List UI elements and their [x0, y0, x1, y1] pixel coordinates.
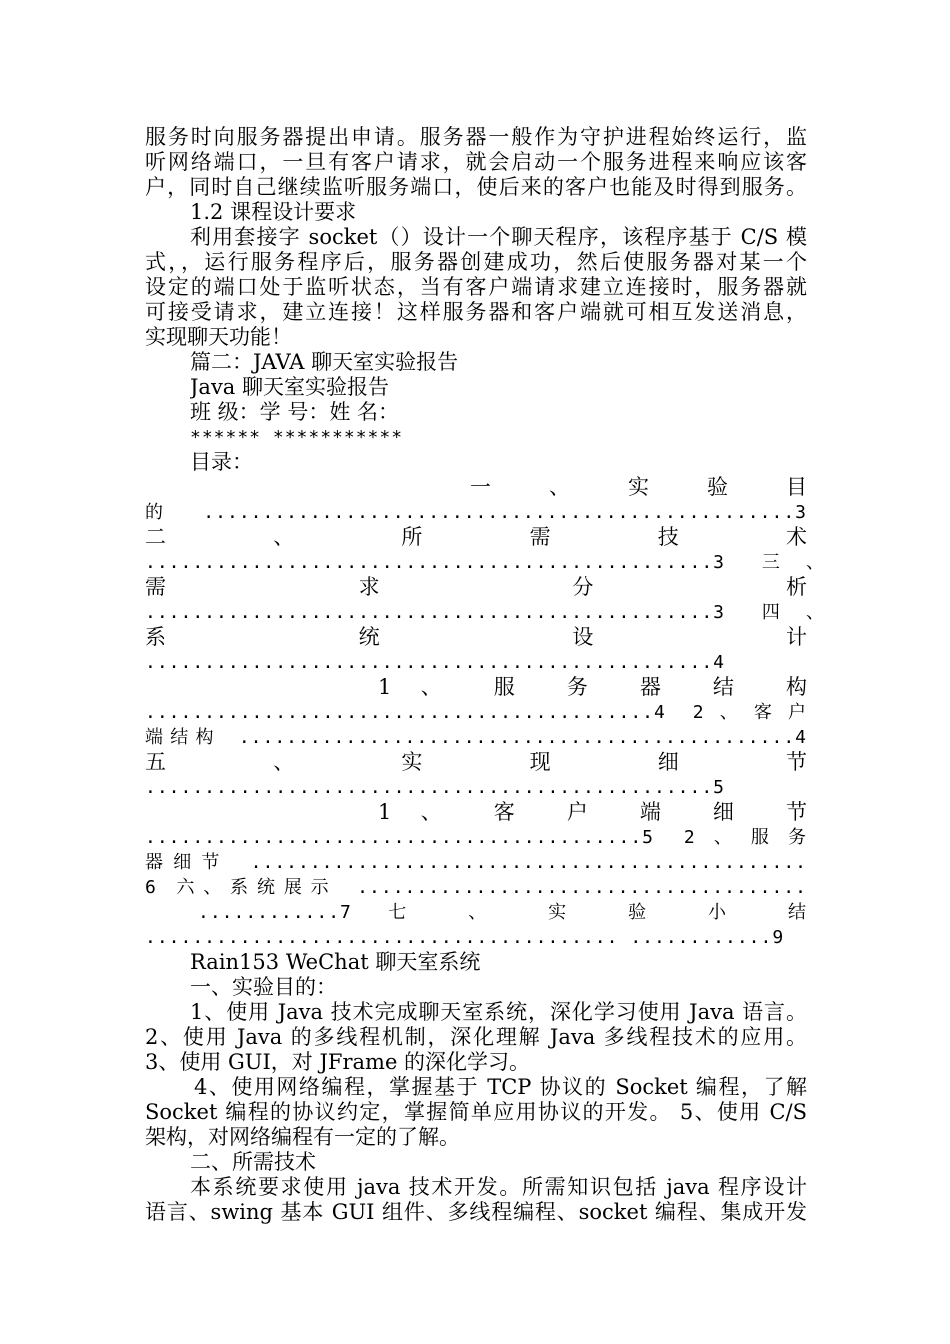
- paragraph-line: 1、使用 Java 技术完成聊天室系统，深化学习使用 Java 语言。: [190, 1000, 807, 1024]
- paragraph-line: 语言、swing 基本 GUI 组件、多线程编程、socket 编程、集成开发: [145, 1200, 807, 1224]
- paragraph-line: Socket 编程的协议约定，掌握简单应用协议的开发。 5、使用 C/S: [145, 1100, 807, 1124]
- toc-leader: ..........................................5 2、服务: [145, 827, 807, 848]
- toc-leader: ........................................ ............9: [145, 927, 785, 948]
- toc-heading: 目录：: [190, 450, 253, 474]
- paragraph-line: 4、使用网络编程，掌握基于 TCP 协议的 Socket 编程，了解: [194, 1075, 807, 1099]
- toc-leader: ................................................3 三、: [145, 552, 825, 573]
- toc-entry: 一 、 实 验 目: [470, 475, 807, 499]
- toc-entry: 需 求 分 析: [145, 575, 807, 599]
- paragraph-line: 本系统要求使用 java 技术开发。所需知识包括 java 程序设计: [190, 1175, 807, 1199]
- section-heading: 二、所需技术: [190, 1150, 316, 1174]
- paragraph-line: 设定的端口处于监听状态，当有客户端请求建立连接时，服务器就: [145, 275, 807, 299]
- paragraph-line: 实现聊天功能！: [145, 325, 292, 349]
- report-title: Java 聊天室实验报告: [190, 375, 389, 399]
- toc-leader: 的 ..................................................3: [145, 502, 807, 523]
- toc-entry: 1 、 服 务 器 结 构: [378, 675, 807, 699]
- student-info-labels: 班 级：学 号：姓 名：: [190, 400, 400, 424]
- toc-entry: 端结构 ...............................................4: [145, 727, 807, 748]
- toc-entry: 器细节 ...............................................: [145, 852, 807, 873]
- toc-entry: 6 六、系统展示 ......................................: [145, 877, 807, 898]
- paragraph-line: 听网络端口，一旦有客户请求，就会启动一个服务进程来响应该客: [145, 150, 807, 174]
- toc-leader: ................................................4: [145, 652, 726, 673]
- toc-entry: 五 、 实 现 细 节: [145, 750, 807, 774]
- toc-leader: ................................................5: [145, 777, 726, 798]
- paragraph-line: 3、使用 GUI，对 JFrame 的深化学习。: [145, 1050, 531, 1074]
- masked-info: ****** ***********: [190, 427, 404, 448]
- system-title: Rain153 WeChat 聊天室系统: [190, 950, 481, 974]
- toc-leader: ................................................3 四、: [145, 602, 825, 623]
- paragraph-line: 式，，运行服务程序后，服务器创建成功，然后使服务器对某一个: [145, 250, 807, 274]
- paragraph-line: 利用套接字 socket（）设计一个聊天程序，该程序基于 C/S 模: [190, 225, 807, 249]
- section-heading: 一、实验目的：: [190, 975, 337, 999]
- section-heading: 1.2 课程设计要求: [190, 200, 357, 224]
- paragraph-line: 服务时向服务器提出申请。服务器一般作为守护进程始终运行，监: [145, 125, 807, 149]
- paragraph-line: 2、使用 Java 的多线程机制，深化理解 Java 多线程技术的应用。: [145, 1025, 807, 1049]
- article-title: 篇二：JAVA 聊天室实验报告: [190, 350, 459, 374]
- paragraph-line: 可接受请求，建立连接！这样服务器和客户端就可相互发送消息，: [145, 300, 807, 324]
- toc-entry: ............7 七 、 实 验 小 结: [198, 902, 807, 923]
- paragraph-line: 户，同时自己继续监听服务端口，使后来的客户也能及时得到服务。: [145, 175, 807, 199]
- paragraph-line: 架构，对网络编程有一定的了解。: [145, 1125, 460, 1149]
- toc-entry: 1 、 客 户 端 细 节: [378, 800, 807, 824]
- toc-entry: 系 统 设 计: [145, 625, 807, 649]
- toc-leader: ...........................................4 2、客户: [145, 702, 807, 723]
- toc-entry: 二 、 所 需 技 术: [145, 525, 807, 549]
